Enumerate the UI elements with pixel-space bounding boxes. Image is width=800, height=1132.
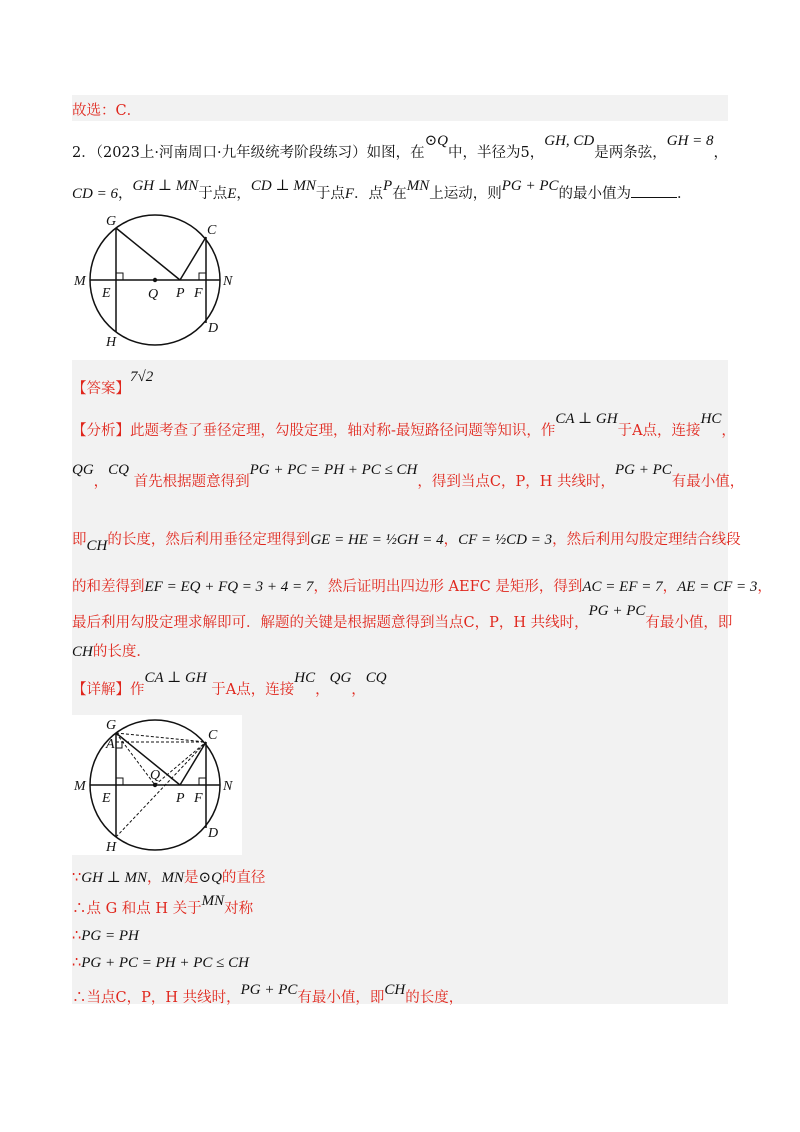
math-cd-6: CD = 6 bbox=[72, 186, 118, 202]
label-a: A bbox=[106, 737, 115, 752]
question-line-1 bbox=[72, 133, 729, 162]
proof-line-2 bbox=[72, 893, 254, 918]
question-text: 上运动，则 bbox=[429, 186, 502, 202]
question-line-2 bbox=[72, 178, 692, 203]
analysis-line-5 bbox=[72, 603, 733, 632]
question-text: 是两条弦， bbox=[594, 145, 667, 161]
math-ge-he: GE = HE = ½GH = 4 bbox=[310, 532, 444, 548]
question-text: ， bbox=[713, 145, 729, 161]
analysis-text: ，得到当点C，P，H 共线时， bbox=[417, 474, 615, 490]
math-ae: AE = CF = 3 bbox=[677, 579, 758, 595]
analysis-text: 最后利用勾股定理求解即可．解题的关键是根据题意得到当点C，P，H 共线时， bbox=[72, 615, 589, 631]
prev-answer: 故选：C． bbox=[72, 103, 142, 119]
math-pg-pc: PG + PC bbox=[501, 178, 559, 194]
analysis-text: 此题考查了垂径定理，勾股定理，轴对称-最短路径问题等知识，作 bbox=[130, 423, 556, 439]
analysis-text: 首先根据题意得到 bbox=[133, 474, 250, 490]
math-mn: MN bbox=[161, 870, 185, 886]
proof-text: 有最小值，即 bbox=[297, 990, 385, 1006]
right-angle-a bbox=[116, 742, 122, 748]
math-inequality: PG + PC = PH + PC ≤ CH bbox=[249, 462, 418, 478]
detail-text: 于A点，连接 bbox=[211, 682, 295, 698]
proof-text: ∵ bbox=[72, 870, 82, 886]
segment-cp bbox=[180, 237, 206, 280]
right-angle-f bbox=[199, 273, 206, 280]
analysis-line-3 bbox=[72, 528, 741, 554]
label-g: G bbox=[106, 718, 117, 733]
math-circle-q: ⊙Q bbox=[198, 870, 222, 886]
math-f: F bbox=[344, 186, 355, 202]
label-h: H bbox=[106, 840, 117, 855]
analysis-text: ， bbox=[757, 579, 772, 595]
label-d: D bbox=[208, 321, 219, 336]
math-chords: GH, CD bbox=[544, 133, 595, 149]
prev-answer-band bbox=[72, 95, 728, 121]
analysis-text: ， bbox=[662, 579, 678, 595]
math-hc-2: HC bbox=[294, 670, 316, 686]
answer-blank bbox=[631, 197, 677, 198]
figure-2 bbox=[72, 715, 242, 855]
question-text: ．点 bbox=[354, 186, 384, 202]
dashed-qc bbox=[155, 742, 206, 785]
analysis-text: ，然后证明出四边形 AEFC 是矩形，得到 bbox=[313, 579, 583, 595]
label-q: Q bbox=[148, 287, 159, 302]
right-angle-f bbox=[199, 778, 206, 785]
math-cf: CF = ½CD = 3 bbox=[458, 532, 553, 548]
question-text: ， bbox=[236, 186, 251, 202]
label-n: N bbox=[223, 779, 233, 794]
detail-line-1 bbox=[72, 670, 387, 699]
detail-text: ， bbox=[351, 682, 366, 698]
proof-line-3 bbox=[72, 928, 139, 945]
question-text: 中，半径为5， bbox=[448, 145, 545, 161]
right-angle-e bbox=[116, 273, 123, 280]
analysis-line-2 bbox=[72, 462, 745, 491]
analysis-text: 即 bbox=[72, 532, 87, 548]
detail-text: ， bbox=[315, 682, 330, 698]
label-g: G bbox=[106, 214, 117, 229]
label-h: H bbox=[106, 335, 117, 350]
math-gh-perp-mn: GH ⊥ MN bbox=[81, 870, 148, 886]
dashed-hc bbox=[116, 742, 206, 837]
math-ca-perp: CA ⊥ GH bbox=[555, 411, 618, 427]
analysis-text: 有最小值， bbox=[671, 474, 745, 490]
question-text: ． bbox=[677, 186, 692, 202]
math-gh-perp: GH ⊥ MN bbox=[132, 178, 199, 194]
label-q: Q bbox=[150, 768, 161, 783]
label-e: E bbox=[102, 286, 111, 301]
question-text: 2．（2023上·河南周口·九年级统考阶段练习）如图，在 bbox=[72, 145, 425, 161]
math-ac: AC = EF = 7 bbox=[582, 579, 663, 595]
math-gh-8: GH = 8 bbox=[666, 133, 714, 149]
proof-text: 的直径 bbox=[221, 870, 266, 886]
math-cd-perp: CD ⊥ MN bbox=[250, 178, 316, 194]
analysis-text: ， bbox=[93, 474, 109, 490]
math-pg-pc-3: PG + PC bbox=[240, 982, 298, 998]
detail-text: 作 bbox=[130, 682, 145, 698]
label-c: C bbox=[208, 728, 218, 743]
math-pg-pc: PG + PC bbox=[615, 462, 672, 478]
question-text: ， bbox=[117, 186, 133, 202]
question-text: 在 bbox=[392, 186, 407, 202]
proof-line-5 bbox=[72, 982, 464, 1007]
question-text: 的最小值为 bbox=[558, 186, 632, 202]
proof-text: ∴当点C，P，H 共线时， bbox=[72, 990, 241, 1006]
analysis-text: ， bbox=[443, 532, 459, 548]
math-hc: HC bbox=[700, 411, 722, 427]
question-text: 于点 bbox=[198, 186, 228, 202]
math-ch-2: CH bbox=[72, 644, 93, 660]
proof-text: ∴点 G 和点 H 关于 bbox=[72, 901, 202, 917]
label-f: F bbox=[194, 791, 203, 806]
math-inequality-2: PG + PC = PH + PC ≤ CH bbox=[81, 955, 249, 971]
center-dot-q bbox=[153, 783, 157, 787]
analysis-text: 的和差得到 bbox=[72, 579, 145, 595]
math-pg-pc-2: PG + PC bbox=[588, 603, 646, 619]
segment-cp bbox=[180, 742, 206, 785]
analysis-text: 于A点，连接 bbox=[617, 423, 701, 439]
math-ca-perp-2: CA ⊥ GH bbox=[144, 670, 207, 686]
label-f: F bbox=[194, 286, 203, 301]
analysis-text: 的长度，然后利用垂径定理得到 bbox=[107, 532, 311, 548]
math-cq: CQ bbox=[108, 462, 130, 478]
math-qg-2: QG bbox=[329, 670, 352, 686]
proof-text: ∴ bbox=[72, 955, 82, 971]
analysis-tag: 【分析】 bbox=[72, 423, 130, 439]
proof-text: 是 bbox=[184, 870, 199, 886]
math-mn-2: MN bbox=[201, 893, 225, 909]
analysis-text: 的长度． bbox=[92, 644, 151, 660]
segment-gp bbox=[116, 733, 180, 785]
label-p: P bbox=[176, 286, 185, 301]
math-e: E bbox=[227, 186, 237, 202]
label-m: M bbox=[74, 274, 86, 289]
answer-value: 7√2 bbox=[130, 369, 154, 385]
center-dot-q bbox=[153, 278, 157, 282]
math-qg: QG bbox=[72, 462, 94, 478]
analysis-line-6 bbox=[72, 640, 151, 661]
math-p: P bbox=[383, 178, 393, 194]
analysis-text: 有最小值，即 bbox=[645, 615, 733, 631]
question-text: 于点 bbox=[315, 186, 345, 202]
right-angle-e bbox=[116, 778, 123, 785]
math-ch-3: CH bbox=[384, 982, 406, 998]
figure-1 bbox=[72, 210, 242, 360]
proof-text: 的长度， bbox=[405, 990, 464, 1006]
label-c: C bbox=[207, 223, 217, 238]
proof-line-1 bbox=[72, 866, 265, 887]
math-mn: MN bbox=[406, 178, 430, 194]
math-ef: EF = EQ + FQ = 3 + 4 = 7 bbox=[144, 579, 314, 595]
math-cq-2: CQ bbox=[365, 670, 387, 686]
proof-line-4 bbox=[72, 955, 249, 972]
label-n: N bbox=[223, 274, 233, 289]
label-d: D bbox=[208, 826, 219, 841]
dashed-gc bbox=[116, 733, 206, 742]
answer-tag: 【答案】 bbox=[72, 381, 130, 397]
analysis-line-1 bbox=[72, 411, 736, 440]
proof-text: 对称 bbox=[224, 901, 254, 917]
math-circle-q: ⊙Q bbox=[424, 133, 448, 149]
segment-gp bbox=[116, 228, 180, 280]
proof-text: ∴ bbox=[72, 928, 82, 944]
analysis-line-4 bbox=[72, 575, 772, 596]
label-m: M bbox=[74, 779, 86, 794]
answer-line bbox=[72, 369, 154, 398]
analysis-text: ，然后利用勾股定理结合线段 bbox=[552, 532, 741, 548]
label-e: E bbox=[102, 791, 111, 806]
analysis-text: ， bbox=[721, 423, 736, 439]
detail-tag: 【详解】 bbox=[72, 682, 130, 698]
math-ch: CH bbox=[86, 538, 108, 554]
proof-text: ， bbox=[147, 870, 162, 886]
label-p: P bbox=[176, 791, 185, 806]
math-pg-ph: PG = PH bbox=[81, 928, 139, 944]
